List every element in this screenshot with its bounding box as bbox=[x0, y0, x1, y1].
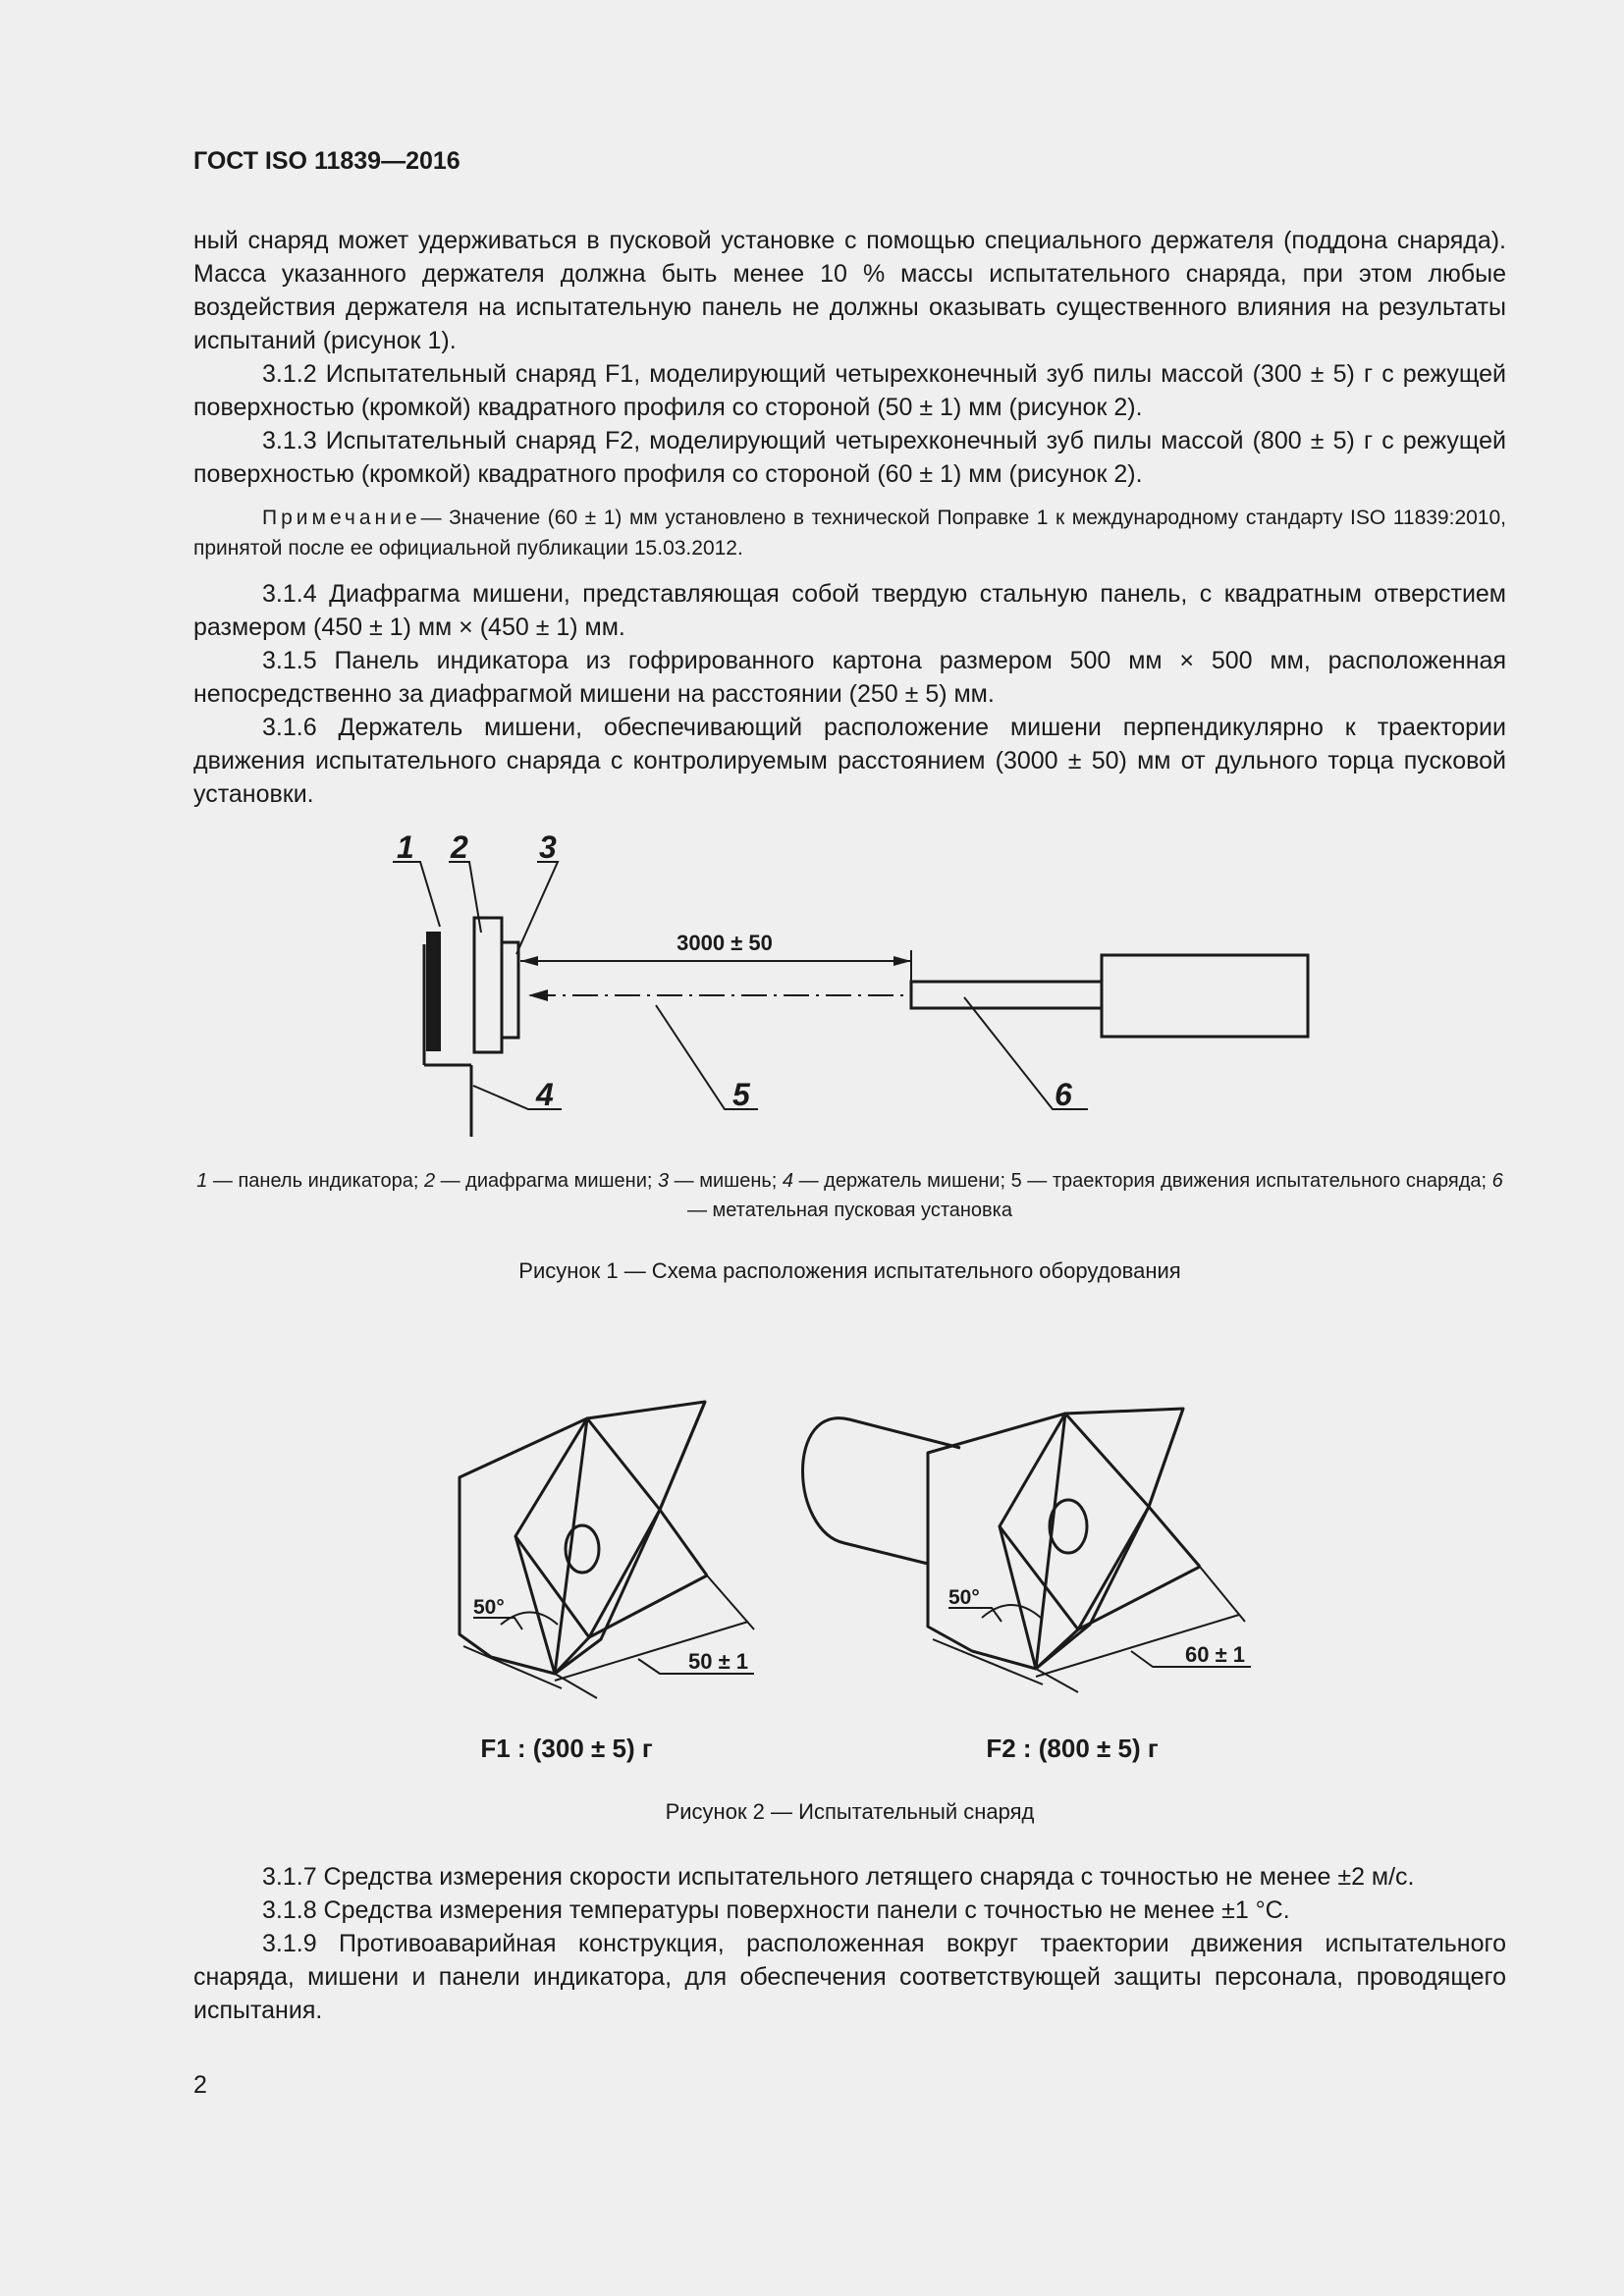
f2-body bbox=[928, 1409, 1183, 1669]
dimension-label: 3000 ± 50 bbox=[677, 931, 773, 955]
figure-1-diagram bbox=[0, 825, 1624, 1148]
f2-dim-label: 60 ± 1 bbox=[1185, 1642, 1246, 1667]
label-3: 3 bbox=[539, 829, 557, 865]
paragraph-3-1-8: 3.1.8 Средства измерения температуры поверхности панели с точностью не менее ±1 °С. bbox=[262, 1896, 1290, 1924]
arrow-head bbox=[528, 989, 548, 1001]
label-5: 5 bbox=[732, 1077, 750, 1112]
f1-body bbox=[460, 1402, 705, 1674]
f2-angle-label: 50° bbox=[948, 1586, 980, 1609]
figure-1-caption: Рисунок 1 — Схема расположения испытательного оборудования bbox=[518, 1258, 1181, 1283]
f2-angle-arc bbox=[982, 1605, 1041, 1618]
f1-extension bbox=[463, 1646, 562, 1688]
leader-line bbox=[449, 862, 481, 933]
f2-edge bbox=[1000, 1526, 1036, 1669]
leader-line bbox=[393, 862, 440, 927]
label-1: 1 bbox=[397, 829, 414, 865]
label-4: 4 bbox=[536, 1077, 554, 1112]
arrow-head bbox=[520, 956, 538, 966]
note-label: Примечание bbox=[262, 507, 421, 529]
label-2: 2 bbox=[451, 829, 468, 865]
label-6: 6 bbox=[1055, 1077, 1072, 1112]
indicator-panel bbox=[426, 932, 441, 1051]
note bbox=[193, 503, 1506, 563]
f1-angle-leader bbox=[473, 1618, 522, 1629]
arrow-head bbox=[893, 956, 911, 966]
f2-angle-leader bbox=[948, 1608, 1001, 1622]
target bbox=[502, 942, 518, 1038]
f2-front-face bbox=[1000, 1414, 1149, 1629]
f2-extension bbox=[1200, 1567, 1245, 1622]
paragraph-3-1-5: 3.1.5 Панель индикатора из гофрированного картона размером 500 мм × 500 мм, расположенная непосредственно за диафрагмой мишени на расстоянии (250 ± 5) мм. bbox=[193, 647, 1506, 708]
f2-edge bbox=[1036, 1414, 1065, 1669]
paragraph-3-1-3: 3.1.3 Испытательный снаряд F2, моделирующий четырехконечный зуб пилы массой (800 ± 5) г с режущей поверхностью (кромкой) квадратного профиля со стороной (60 ± 1) мм (рисунок 2). bbox=[193, 427, 1506, 488]
paragraph-3-1-4: 3.1.4 Диафрагма мишени, представляющая собой твердую стальную панель, с квадратным отверстием размером (450 ± 1) мм × (450 ± 1) мм. bbox=[193, 580, 1506, 641]
paragraph-3-1-6: 3.1.6 Держатель мишени, обеспечивающий расположение мишени перпендикулярно к траектории движения испытательного снаряда с контролируемым расстоянием (3000 ± 50) мм от дульного торца пусковой установки. bbox=[193, 714, 1506, 808]
paragraph-3-1-7: 3.1.7 Средства измерения скорости испытательного летящего снаряда с точностью не менее ±2 м/с. bbox=[262, 1863, 1415, 1891]
page-number: 2 bbox=[193, 2071, 207, 2099]
f1-angle-label: 50° bbox=[473, 1596, 505, 1619]
paragraph-3-1-2: 3.1.2 Испытательный снаряд F1, моделирующий четырехконечный зуб пилы массой (300 ± 5) г с режущей поверхностью (кромкой) квадратного профиля со стороной (50 ± 1) мм (рисунок 2). bbox=[193, 360, 1506, 421]
document-header: ГОСТ ISO 11839—2016 bbox=[193, 147, 460, 175]
projectile-f2 bbox=[803, 1409, 1252, 1692]
f1-dim-label: 50 ± 1 bbox=[688, 1649, 749, 1674]
paragraph: ный снаряд может удерживаться в пусковой установке с помощью специального держателя (поддона снаряда). Масса указанного держателя должна быть менее 10 % массы испытательного снаряда, при этом любые воздействия держателя на испытательную панель не должны оказывать существенного влияния на результаты испытаний (рисунок 1). bbox=[193, 227, 1506, 354]
text-block-mid bbox=[193, 577, 1506, 811]
f1-edge bbox=[660, 1402, 705, 1510]
launcher-body bbox=[1102, 955, 1308, 1037]
f1-edge bbox=[515, 1536, 555, 1674]
figure-2-diagram bbox=[0, 1394, 1624, 1777]
figure-2-caption: Рисунок 2 — Испытательный снаряд bbox=[665, 1799, 1035, 1824]
f2-edge bbox=[1149, 1409, 1183, 1507]
launcher-barrel bbox=[911, 982, 1102, 1008]
f2-label: F2 : (800 ± 5) г bbox=[986, 1734, 1159, 1763]
f2-hole bbox=[1050, 1500, 1087, 1553]
f1-extension bbox=[707, 1575, 754, 1629]
f1-edge bbox=[555, 1418, 587, 1674]
leader-line bbox=[516, 862, 558, 954]
note-text: — Значение (60 ± 1) мм установлено в технической Поправке 1 к международному стандарту ISO 11839:2010, принятой после ее официальной публикации 15.03.2012. bbox=[193, 507, 1506, 560]
projectile-f1 bbox=[460, 1402, 754, 1698]
text-block-top bbox=[193, 224, 1506, 491]
f2-edge bbox=[1036, 1629, 1078, 1669]
f2-edge bbox=[1149, 1507, 1200, 1567]
f2-extension bbox=[933, 1639, 1043, 1684]
figure-1-legend: 1 — панель индикатора; 2 — диафрагма мишени; 3 — мишень; 4 — держатель мишени; 5 — траектория движения испытательного снаряда; 6 — метательная пусковая установка bbox=[196, 1170, 1503, 1221]
f1-label: F1 : (300 ± 5) г bbox=[480, 1734, 653, 1763]
f1-extension bbox=[555, 1674, 597, 1698]
paragraph-3-1-9: 3.1.9 Противоаварийная конструкция, расположенная вокруг траектории движения испытательного снаряда, мишени и панели индикатора, для обеспечения соответствующей защиты персонала, проводящего испытания. bbox=[193, 1930, 1506, 2024]
f2-extension bbox=[1036, 1669, 1078, 1692]
text-block-bottom bbox=[193, 1860, 1506, 2027]
f1-edge bbox=[660, 1510, 707, 1575]
f2-cylinder bbox=[803, 1418, 961, 1564]
target-diaphragm bbox=[474, 918, 502, 1052]
